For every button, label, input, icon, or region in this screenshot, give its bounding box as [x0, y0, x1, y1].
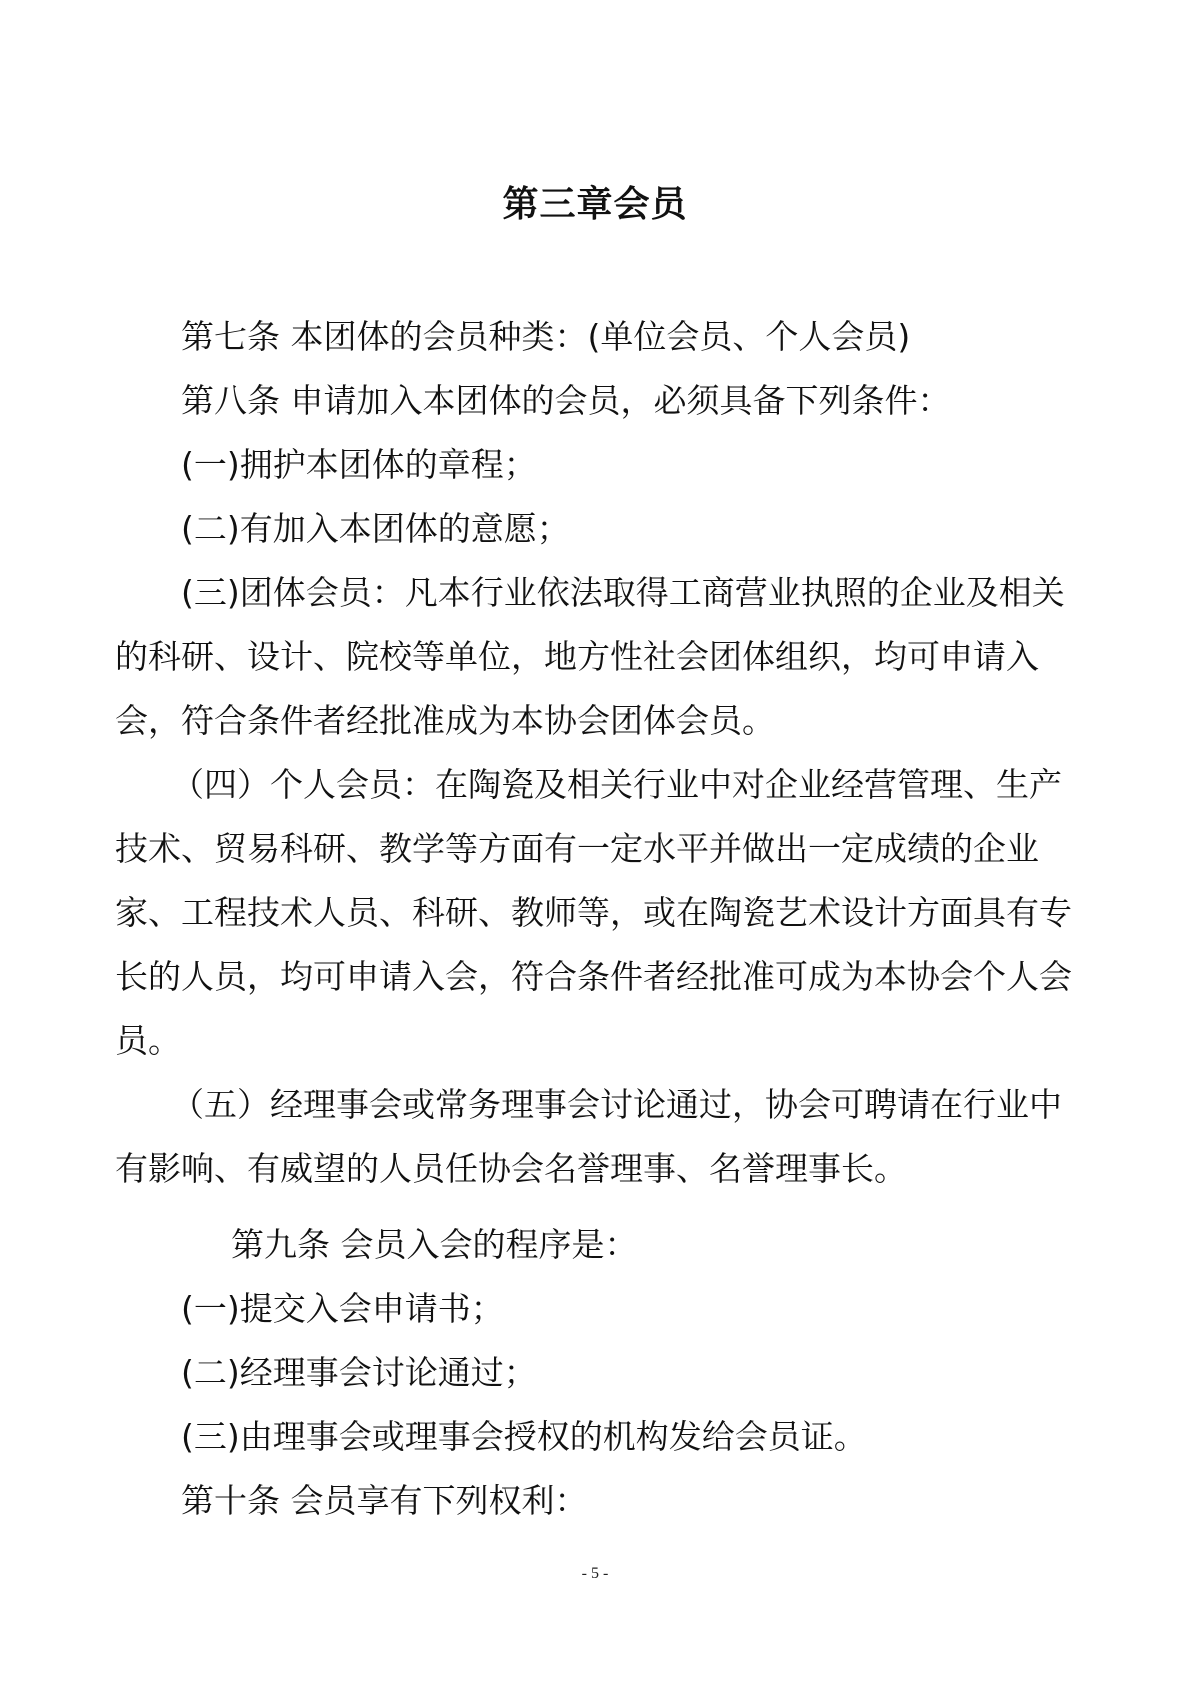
page-number: - 5 -: [581, 1565, 609, 1582]
article-8-item-2: (二)有加入本团体的意愿；: [181, 509, 570, 548]
article-8-item-5: （五）经理事会或常务理事会讨论通过，协会可聘请在行业中有影响、有威望的人员任协会名誉理事、名誉理事长。: [115, 1085, 1062, 1188]
article-8: 第八条 申请加入本团体的会员，必须具备下列条件：: [181, 381, 951, 420]
article-8-item-3: (三)团体会员：凡本行业依法取得工商营业执照的企业及相关的科研、设计、院校等单位，地方性社会团体组织，均可申请入会，符合条件者经批准成为本协会团体会员。: [115, 573, 1065, 740]
article-9-item-1: (一)提交入会申请书；: [181, 1289, 504, 1328]
article-8-item-1: (一)拥护本团体的章程；: [181, 445, 537, 484]
document-body: [115, 305, 1080, 1533]
article-9-item-2: (二)经理事会讨论通过；: [181, 1353, 537, 1392]
article-10: 第十条 会员享有下列权利：: [181, 1481, 588, 1520]
article-9: 第九条 会员入会的程序是：: [231, 1225, 638, 1264]
chapter-title: 第三章会员: [502, 184, 688, 225]
article-7: 第七条 本团体的会员种类：(单位会员、个人会员): [181, 317, 911, 356]
article-8-item-4: （四）个人会员：在陶瓷及相关行业中对企业经营管理、生产技术、贸易科研、教学等方面有一定水平并做出一定成绩的企业家、工程技术人员、科研、教师等，或在陶瓷艺术设计方面具有专长的人员，均可申请入会，符合条件者经批准可成为本协会个人会员。: [115, 765, 1072, 1060]
article-9-item-3: (三)由理事会或理事会授权的机构发给会员证。: [181, 1417, 867, 1456]
